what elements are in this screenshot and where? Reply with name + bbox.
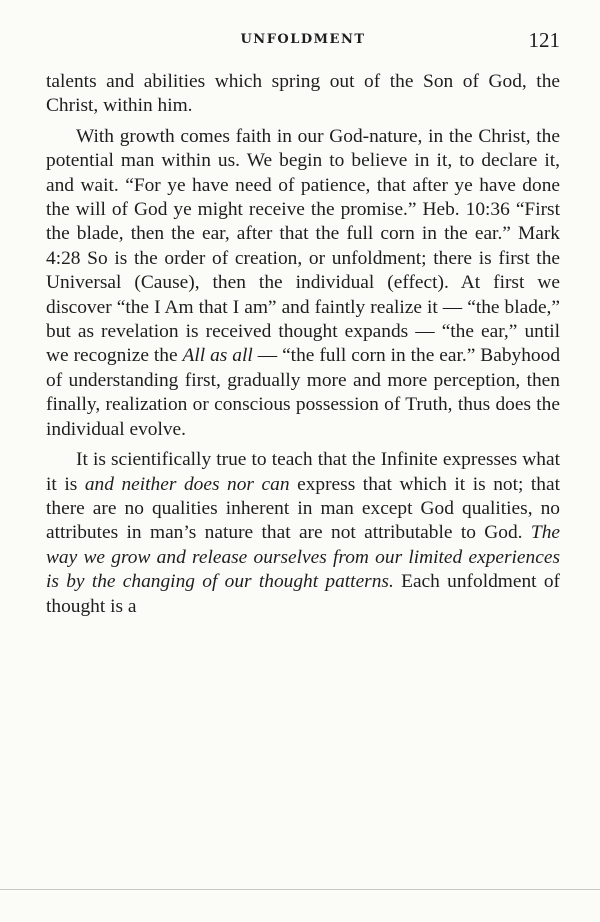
text-segment: talents and abilities which spring out of the Son of God, the Christ, within him. bbox=[46, 71, 560, 117]
text-segment: It is scientifically true to teach that the Infinite expresses what it is bbox=[46, 449, 560, 495]
text-segment: express that which it is not; that there are no qualities inherent in man except God qualities, no attributes in man’s nature that are not attributable to God. bbox=[46, 473, 560, 544]
italic-segment: All as all bbox=[182, 345, 253, 367]
text-segment: — “the full corn in the ear.” Babyhood of understanding first, gradually more and more perception, then finally, realization or conscious possession of Truth, thus does the individual evolve. bbox=[46, 345, 561, 440]
italic-segment: and neither does nor can bbox=[84, 473, 290, 495]
text-segment: Each unfoldment of thought is a bbox=[46, 571, 560, 617]
paragraph bbox=[46, 125, 560, 442]
running-title: UNFOLDMENT bbox=[240, 32, 366, 47]
page-number: 121 bbox=[528, 28, 560, 52]
page-header bbox=[46, 28, 560, 56]
body-text bbox=[46, 70, 560, 619]
italic-segment: The way we grow and release ourselves from our limited experiences is by the changing of our thought patterns. bbox=[46, 522, 560, 593]
paragraph-continuation bbox=[46, 70, 560, 119]
text-segment: With growth comes faith in our God-nature, in the Christ, the potential man within us. We begin to believe in it, to declare it, and wait. “For ye have need of patience, that after ye have done the will of God ye might receive the promise.” Heb. 10:36 “First the blade, then the ear, after that the full corn in the ear.” Mark 4:28 So is the order of creation, or unfoldment; there is first the Universal (Cause), then the individual (effect). At first we discover “the I Am that I am” and faintly realize it — “the blade,” but as revelation is received thought expands — “the ear,” until we recognize the bbox=[46, 125, 560, 367]
paragraph bbox=[46, 448, 560, 619]
page-edge-divider bbox=[0, 889, 600, 890]
